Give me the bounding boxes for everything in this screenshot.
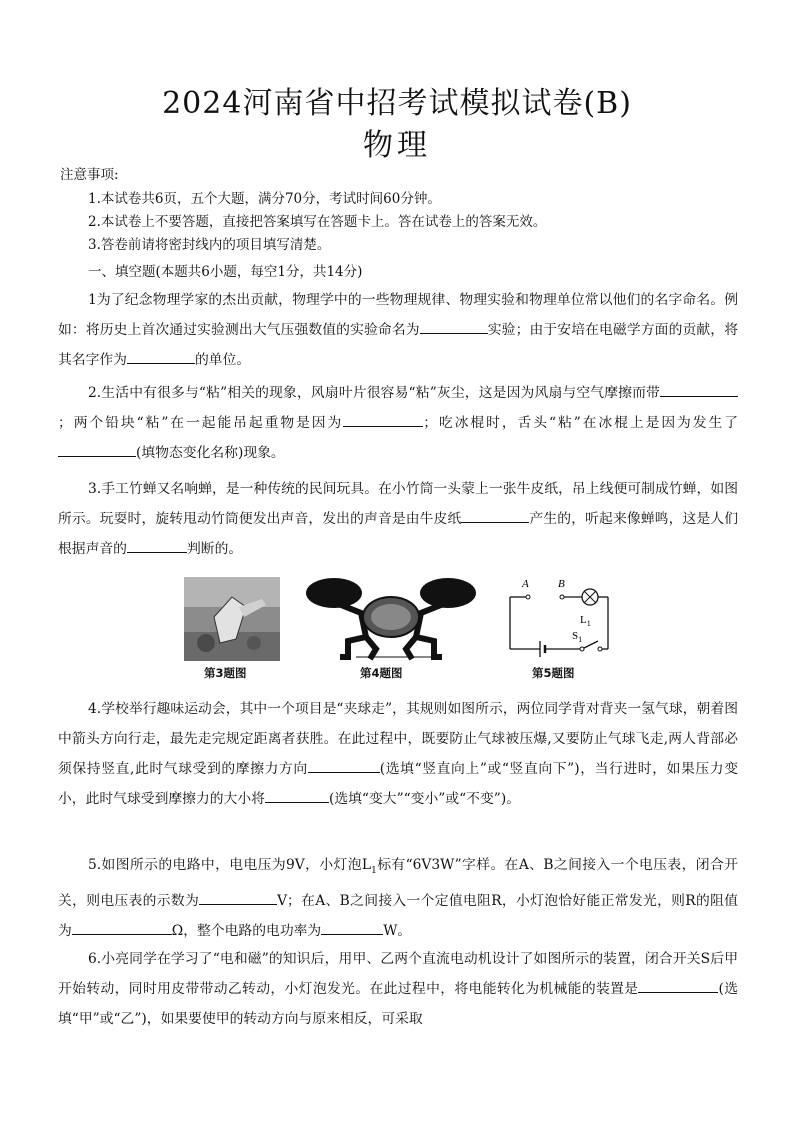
question-2 xyxy=(58,378,738,468)
figure-4-diagram xyxy=(296,577,486,661)
q1-blank-1 xyxy=(420,319,488,334)
q5-text-b: V；在A、B之间接入一个定值电阻R，小灯泡恰好能正常发光，则R的阻值为 xyxy=(58,892,739,939)
question-6 xyxy=(58,944,738,1034)
figure-3-photo xyxy=(184,577,280,661)
q1-blank-2 xyxy=(127,349,195,364)
q2-blank-1 xyxy=(660,382,738,397)
figure-4-caption: 第4题图 xyxy=(360,666,403,680)
q5-text-a2: 标有“6V3W”字样。在A、B之间接入一个电压表，闭合开关，则电压表的示数为 xyxy=(58,857,738,909)
q1-text-a: 1为了纪念物理学家的杰出贡献，物理学中的一些物理规律、物理实验和物理单位常以他们的名字命名。例如：将历史上首次通过实验测出大气压强数值的实验命名为 xyxy=(58,292,738,338)
question-3 xyxy=(58,474,738,564)
q5-text-d: W。 xyxy=(383,922,412,939)
label-A: A xyxy=(522,578,529,590)
figure-5-circuit xyxy=(500,577,620,661)
label-L-sub: 1 xyxy=(586,619,591,628)
question-4 xyxy=(58,694,738,814)
q4-text-c: (选填“变大”“变小”或“不变”)。 xyxy=(328,791,521,807)
question-5 xyxy=(58,850,738,946)
q5-blank-3 xyxy=(321,920,383,935)
figure-5-caption: 第5题图 xyxy=(532,666,575,680)
svg-text:S1 xyxy=(572,630,582,644)
label-B: B xyxy=(558,578,565,590)
exam-title: 2024河南省中招考试模拟试卷(B) xyxy=(162,86,632,121)
q4-text-b: (选填“竖直向上”或“竖直向下”)，当行进时，如果压力变小，此时气球受到摩擦力的大小将 xyxy=(58,761,738,807)
q2-blank-2 xyxy=(343,412,423,427)
notice-item-3: 3.答卷前请将密封线内的项目填写清楚。 xyxy=(88,237,331,253)
q3-text-a: 3.手工竹蝉又名响蝉，是一种传统的民间玩具。在小竹筒一头蒙上一张牛皮纸，吊上线便可制成竹蝉，如图所示。玩耍时，旋转甩动竹筒便发出声音，发出的声音是由牛皮纸 xyxy=(58,481,738,527)
q2-blank-3 xyxy=(58,442,136,457)
q5-blank-1 xyxy=(199,890,277,905)
label-S: S xyxy=(572,630,579,642)
q6-text-a: 6.小亮同学在学习了“电和磁”的知识后，用甲、乙两个直流电动机设计了如图所示的装置，闭合开关S后甲开始转动，同时用皮带带动乙转动，小灯泡发光。在此过程中，将电能转化为机械能的装置是 xyxy=(58,951,738,997)
notice-heading: 注意事项: xyxy=(60,167,119,183)
label-S-sub: 1 xyxy=(578,635,583,644)
q3-blank-2 xyxy=(127,538,187,553)
figure-3-caption: 第3题图 xyxy=(204,666,247,680)
q4-blank-2 xyxy=(265,788,329,803)
question-1 xyxy=(58,285,738,375)
section-heading: 一、填空题(本题共6小题，每空1分，共14分) xyxy=(88,264,363,280)
q3-text-b: 产生的，听起来像蝉鸣，这是人们根据声音的 xyxy=(58,511,739,557)
q2-text-b: ；两个铅块“粘”在一起能吊起重物是因为 xyxy=(58,415,344,431)
q6-text-b: (选填“甲”或“乙”)，如果要使甲的转动方向与原来相反，可采取 xyxy=(58,981,738,1027)
label-L: L xyxy=(580,614,587,626)
notice-item-1: 1.本试卷共6页，五个大题，满分70分，考试时间60分钟。 xyxy=(88,191,441,207)
q5-text-a: 5.如图所示的电路中，电电压为9V，小灯泡L xyxy=(88,857,372,873)
subject-title: 物理 xyxy=(363,128,431,163)
q5-L-subscript: 1 xyxy=(371,865,377,876)
q2-text-c: ；吃冰棍时，舌头“粘”在冰棍上是因为发生了 xyxy=(423,415,739,431)
q4-blank-1 xyxy=(308,758,380,773)
q3-text-c: 判断的。 xyxy=(186,541,243,557)
q4-text-a: 4.学校举行趣味运动会，其中一个项目是“夹球走”，其规则如图所示，两位同学背对背夹一氢气球，朝着图中箭头方向行走，最先走完规定距离者获胜。在此过程中，既要防止气球被压爆,又要防止气球飞走,两人背部必须保持竖直,此时气球受到的摩擦力方向 xyxy=(58,701,738,777)
q2-text-a: 2.生活中有很多与“粘”相关的现象，风扇叶片很容易“粘”灰尘，这是因为风扇与空气摩擦而带 xyxy=(88,385,660,401)
svg-text:L1 xyxy=(580,614,591,628)
notice-item-2: 2.本试卷上不要答题，直接把答案填写在答题卡上。答在试卷上的答案无效。 xyxy=(88,214,547,230)
q5-blank-2 xyxy=(72,920,172,935)
q3-blank-1 xyxy=(461,508,529,523)
q6-blank-1 xyxy=(638,978,718,993)
q2-text-d: (填物态变化名称)现象。 xyxy=(136,445,285,461)
q5-text-c: Ω，整个电路的电功率为 xyxy=(171,922,322,939)
q1-text-b: 实验；由于安培在电磁学方面的贡献，将其名字作为 xyxy=(58,322,739,368)
q1-text-c: 的单位。 xyxy=(194,352,251,368)
